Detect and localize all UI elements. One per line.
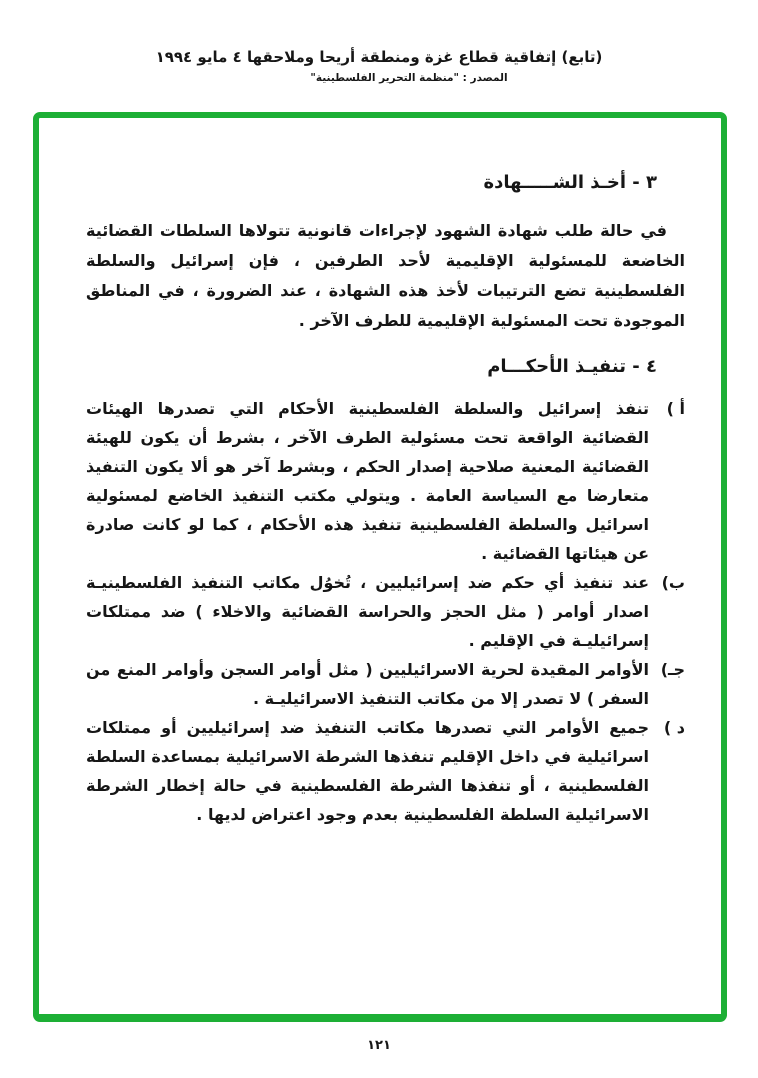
page-header <box>0 46 758 86</box>
document-frame <box>33 112 727 1022</box>
document-source: المصدر : "منظمة التحرير الفلسطينية" <box>310 72 508 84</box>
list-item-marker: د ) <box>663 718 685 737</box>
paragraph-testimony: في حالة طلب شهادة الشهود لإجراءات قانونية تتولاها السلطات القضائية الخاضعة للمسئولية الإقليمية لأحد الطرفين ، فإن إسرائيل والسلطة الفلسطينية تضع الترتيبات لأخذ هذه الشهادة ، عند الضرورة ، في المناطق الموجودة تحت المسئولية الإقليمية للطرف الآخر . <box>86 221 685 330</box>
list-item-c <box>86 655 685 713</box>
document-body <box>39 118 721 829</box>
list-item-a <box>86 394 685 568</box>
list-item-b <box>86 568 685 655</box>
document-title: (تابع) إتفاقية قطاع غزة ومنطقة أريحا وملاحقها ٤ مايو ١٩٩٤ <box>155 48 603 66</box>
page-number: ١٢١ <box>367 1038 391 1053</box>
section-heading-execution-of-judgments: ٤ - تنفيـذ الأحكـــام <box>487 356 657 377</box>
list-item-marker: ب) <box>661 573 685 592</box>
list-item-marker: جـ) <box>660 660 685 679</box>
section-heading-taking-testimony: ٣ - أخـذ الشـــــهادة <box>483 172 657 193</box>
list-item-text: عند تنفيذ أي حكم ضد إسرائيليين ، تُخوُل مكاتب التنفيذ الفلسطينيـة اصدار أوامر ( مثل الحجز والحراسة القضائية والاخلاء ) ضد ممتلكات إسرائيليـة في الإقليم . <box>86 573 649 650</box>
list-item-text: تنفذ إسرائيل والسلطة الفلسطينية الأحكام التي تصدرها الهيئات القضائية الواقعة تحت مسئولية الطرف الآخر ، بشرط أن يكون للهيئة القضائية المعنية صلاحية إصدار الحكم ، وبشرط آخر هو ألا يكون التنفيذ متعارضا مع السياسة العامة . ويتولي مكتب التنفيذ الخاضع لمسئولية اسرائيل والسلطة الفلسطينية تنفيذ هذه الأحكام ، كما لو كانت صادرة عن هيئاتها القضائية . <box>86 399 649 563</box>
list-item-marker: أ ) <box>666 399 685 418</box>
list-item-text: جميع الأوامر التي تصدرها مكاتب التنفيذ ضد إسرائيليين أو ممتلكات اسرائيلية في داخل الإقليم تنفذها الشرطة الاسرائيلية بمساعدة السلطة الفلسطينية ، أو تنفذها الشرطة الفلسطينية في حالة إخطار الشرطة الاسرائيلية السلطة الفلسطينية بعدم وجود اعتراض لديها . <box>86 718 649 824</box>
list-item-text: الأوامر المقيدة لحرية الاسرائيليين ( مثل أوامر السجن وأوامر المنع من السفر ) لا تصدر إلا من مكاتب التنفيذ الاسرائيليـة . <box>86 660 649 708</box>
list-item-d <box>86 713 685 829</box>
